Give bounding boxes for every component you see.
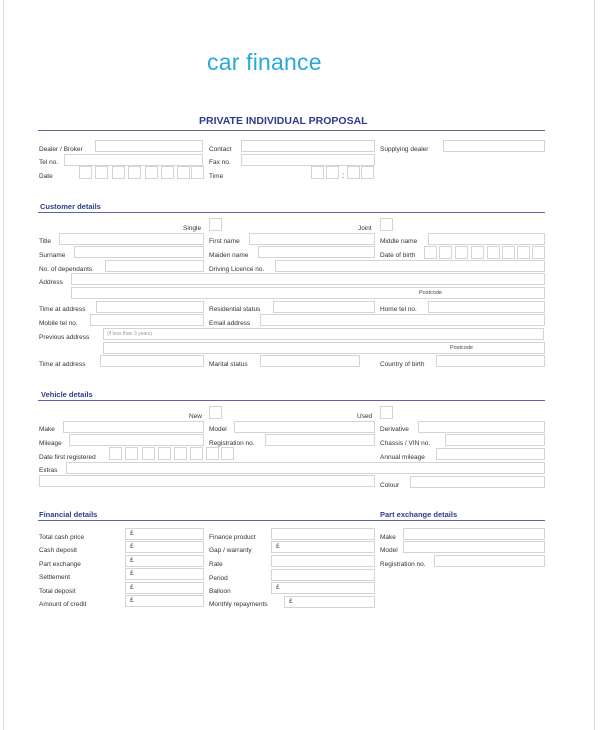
mobile-tel-label: Mobile tel no. (39, 320, 78, 327)
postcode-hint: Postcode (419, 290, 442, 296)
used-checkbox[interactable] (380, 406, 393, 419)
financial-details-heading: Financial details (39, 510, 98, 519)
address-line-2[interactable] (71, 287, 545, 299)
vehicle-divider (38, 400, 545, 401)
single-checkbox[interactable] (209, 218, 222, 231)
dealer-broker-field[interactable] (95, 140, 203, 152)
residential-status-field[interactable] (273, 301, 375, 313)
reg-date-digit[interactable] (174, 447, 187, 460)
balloon-label: Balloon (209, 588, 231, 595)
date-digit[interactable] (112, 166, 125, 179)
settlement-field[interactable] (125, 568, 204, 580)
vehicle-details-heading: Vehicle details (41, 390, 93, 399)
annual-mileage-field[interactable] (436, 448, 545, 460)
pound-sign: £ (130, 530, 134, 537)
make-field[interactable] (63, 421, 204, 433)
car-finance-logo: car finance (207, 49, 322, 75)
surname-label: Surname (39, 252, 66, 259)
time-label: Time (209, 173, 224, 180)
amount-of-credit-label: Amount of credit (39, 601, 87, 608)
rate-label: Rate (209, 561, 223, 568)
total-cash-price-field[interactable] (125, 528, 204, 540)
extras-line-2[interactable] (39, 475, 375, 487)
contact-field[interactable] (241, 140, 375, 152)
title-label: Title (39, 238, 52, 245)
residential-status-label: Residential status (209, 306, 261, 313)
pound-sign: £ (276, 584, 280, 591)
fax-field[interactable] (241, 154, 375, 166)
dob-digit[interactable] (471, 246, 484, 259)
time-separator: : (342, 171, 345, 180)
first-name-label: First name (209, 238, 240, 245)
pound-sign: £ (130, 584, 134, 591)
middle-name-field[interactable] (428, 233, 545, 245)
pound-sign: £ (276, 543, 280, 550)
gap-warranty-label: Gap / warranty (209, 547, 252, 554)
contact-label: Contact (209, 146, 232, 153)
cash-deposit-label: Cash deposit (39, 547, 77, 554)
fax-label: Fax no. (209, 159, 231, 166)
mileage-field[interactable] (69, 434, 204, 446)
total-cash-price-label: Total cash price (39, 534, 85, 541)
total-deposit-label: Total deposit (39, 588, 76, 595)
address-label: Address (39, 279, 63, 286)
px-model-label: Model (380, 547, 398, 554)
time-digit[interactable] (326, 166, 339, 179)
reg-date-digit[interactable] (190, 447, 203, 460)
px-registration-label: Registration no. (380, 561, 426, 568)
date-digit[interactable] (177, 166, 190, 179)
dob-digit[interactable] (439, 246, 452, 259)
total-deposit-field[interactable] (125, 582, 204, 594)
reg-date-digit[interactable] (221, 447, 234, 460)
registration-field[interactable] (265, 434, 375, 446)
amount-of-credit-field[interactable] (125, 595, 204, 607)
dependants-field[interactable] (105, 260, 204, 272)
single-label: Single (183, 225, 202, 232)
previous-address-line-2[interactable] (103, 342, 545, 354)
registration-label: Registration no. (209, 440, 255, 447)
pound-sign: £ (130, 543, 134, 550)
derivative-field[interactable] (418, 421, 545, 433)
middle-name-label: Middle name (380, 238, 418, 245)
new-label: New (189, 413, 203, 420)
home-tel-label: Home tel no. (380, 306, 417, 313)
model-label: Model (209, 426, 227, 433)
address-line-1[interactable] (71, 273, 545, 285)
date-label: Date (39, 173, 53, 180)
mobile-tel-field[interactable] (90, 314, 204, 326)
pound-sign: £ (289, 598, 293, 605)
rate-field[interactable] (271, 555, 375, 567)
driving-licence-field[interactable] (275, 260, 545, 272)
pound-sign: £ (130, 597, 134, 604)
new-checkbox[interactable] (209, 406, 222, 419)
make-label: Make (39, 426, 55, 433)
cash-deposit-field[interactable] (125, 541, 204, 553)
chassis-field[interactable] (445, 434, 545, 446)
date-first-registered-label: Date first registered (39, 454, 96, 461)
reg-date-digit[interactable] (125, 447, 138, 460)
tel-label: Tel no. (39, 159, 59, 166)
px-make-label: Make (380, 534, 396, 541)
title-field[interactable] (59, 233, 204, 245)
time-digit[interactable] (361, 166, 374, 179)
time-digit[interactable] (347, 166, 360, 179)
part-exchange-heading: Part exchange details (380, 510, 458, 519)
postcode-hint-2: Postcode (450, 345, 473, 351)
extras-label: Extras (39, 467, 58, 474)
dob-digit[interactable] (424, 246, 437, 259)
time-at-address-label: Time at address (39, 306, 86, 313)
finance-product-field[interactable] (271, 528, 375, 540)
date-digit[interactable] (79, 166, 92, 179)
period-label: Period (209, 575, 228, 582)
time-at-address-field[interactable] (96, 301, 204, 313)
px-registration-field[interactable] (434, 555, 545, 567)
country-of-birth-label: Country of birth (380, 361, 425, 368)
reg-date-digit[interactable] (142, 447, 155, 460)
dependants-label: No. of dependants (39, 266, 93, 273)
pound-sign: £ (130, 557, 134, 564)
maiden-name-field[interactable] (258, 246, 375, 258)
previous-address-label: Previous address (39, 334, 90, 341)
settlement-label: Settlement (39, 574, 71, 581)
pound-sign: £ (130, 570, 134, 577)
annual-mileage-label: Annual mileage (380, 454, 425, 461)
customer-details-heading: Customer details (40, 202, 101, 211)
finance-product-label: Finance product (209, 534, 256, 541)
dob-label: Date of birth (380, 252, 416, 259)
previous-address-line-1[interactable] (103, 328, 544, 340)
email-label: Email address (209, 320, 251, 327)
date-digit[interactable] (95, 166, 108, 179)
time-at-address-2-field[interactable] (100, 355, 204, 367)
supplying-dealer-label: Supplying dealer (380, 146, 429, 153)
joint-label: Joint (358, 225, 372, 232)
monthly-repayments-label: Monthly repayments (209, 601, 268, 608)
joint-checkbox[interactable] (380, 218, 393, 231)
derivative-label: Derivative (380, 426, 409, 433)
maiden-name-label: Maiden name (209, 252, 249, 259)
marital-status-field[interactable] (260, 355, 360, 367)
dob-digit[interactable] (532, 246, 545, 259)
part-exchange-field[interactable] (125, 555, 204, 567)
customer-divider (38, 212, 545, 213)
dob-digit[interactable] (517, 246, 530, 259)
country-of-birth-field[interactable] (436, 355, 545, 367)
date-digit[interactable] (128, 166, 141, 179)
date-digit[interactable] (191, 166, 204, 179)
mileage-label: Mileage (39, 440, 62, 447)
px-model-field[interactable] (403, 541, 545, 553)
dob-digit[interactable] (502, 246, 515, 259)
reg-date-digit[interactable] (158, 447, 171, 460)
time-at-address-2-label: Time at address (39, 361, 86, 368)
chassis-label: Chassis / VIN no. (380, 440, 431, 447)
surname-field[interactable] (74, 246, 204, 258)
part-exchange-label: Part exchange (39, 561, 81, 568)
date-digit[interactable] (145, 166, 158, 179)
reg-date-digit[interactable] (206, 447, 219, 460)
financial-divider (38, 520, 545, 521)
driving-licence-label: Driving Licence no. (209, 266, 265, 273)
reg-date-digit[interactable] (109, 447, 122, 460)
tel-field[interactable] (64, 154, 203, 166)
title-divider (38, 130, 545, 131)
date-digit[interactable] (161, 166, 174, 179)
used-label: Used (357, 413, 373, 420)
page-title: PRIVATE INDIVIDUAL PROPOSAL (199, 115, 368, 127)
colour-field[interactable] (410, 476, 545, 488)
marital-status-label: Marital status (209, 361, 248, 368)
home-tel-field[interactable] (428, 301, 545, 313)
model-field[interactable] (234, 421, 375, 433)
dob-digit[interactable] (455, 246, 468, 259)
extras-line-1[interactable] (66, 462, 545, 474)
period-field[interactable] (271, 569, 375, 581)
email-field[interactable] (260, 314, 545, 326)
time-digit[interactable] (311, 166, 324, 179)
dob-digit[interactable] (487, 246, 500, 259)
previous-address-hint: (if less than 3 years) (107, 331, 153, 337)
px-make-field[interactable] (403, 528, 545, 540)
dealer-broker-label: Dealer / Broker (39, 146, 83, 153)
monthly-repayments-field[interactable] (284, 596, 375, 608)
colour-label: Colour (380, 482, 400, 489)
supplying-dealer-field[interactable] (443, 140, 545, 152)
gap-warranty-field[interactable] (271, 541, 375, 553)
balloon-field[interactable] (271, 582, 375, 594)
first-name-field[interactable] (249, 233, 375, 245)
